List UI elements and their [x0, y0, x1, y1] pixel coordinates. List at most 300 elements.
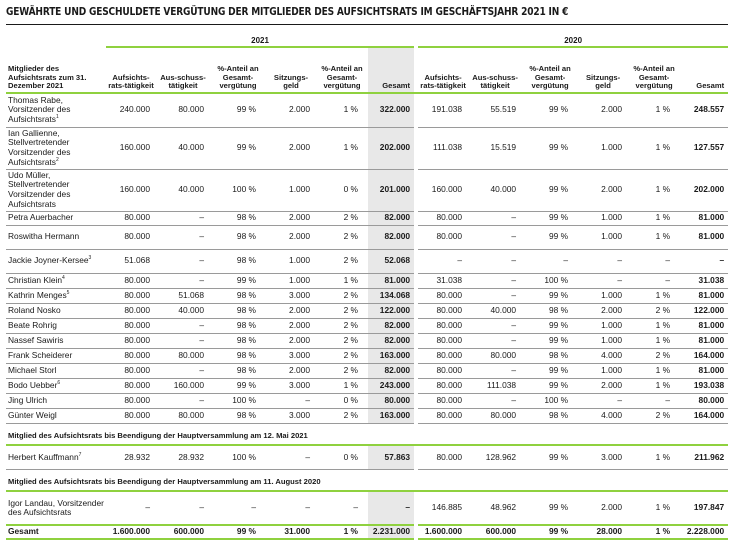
cell-2020-ausschuss: –	[468, 393, 522, 408]
cell-2020-gesamt: 81.000	[680, 318, 728, 333]
cell-2021-ausschuss: 40.000	[156, 169, 210, 211]
cell-2021-ausschuss: –	[156, 318, 210, 333]
cell-2021-anteil-fix: 99 %	[210, 273, 266, 288]
cell-2020-anteil-fix: 99 %	[522, 333, 578, 348]
cell-2020-gesamt: 2.228.000	[680, 525, 728, 539]
cell-2020-aufsichtsrat: 80.000	[418, 211, 468, 225]
cell-2021-anteil-var: 2 %	[316, 225, 368, 249]
cell-2021-anteil-var: 0 %	[316, 169, 368, 211]
table-row	[6, 249, 728, 273]
cell-2021-gesamt: 82.000	[368, 333, 414, 348]
cell-2020-anteil-var: 1 %	[628, 525, 680, 539]
cell-2020-sitzungsgeld: 3.000	[578, 445, 628, 469]
page-title: GEWÄHRTE UND GESCHULDETE VERGÜTUNG DER MITGLIEDER DES AUFSICHTSRATS IM GESCHÄFTSJAHR 2021 IN €	[6, 6, 569, 18]
cell-2021-anteil-fix: 98 %	[210, 249, 266, 273]
cell-2020-ausschuss: 15.519	[468, 127, 522, 169]
member-name	[6, 393, 106, 408]
member-name	[6, 333, 106, 348]
col-header-sitzungsgeld-2021: Sitzungs-geld	[266, 47, 316, 93]
cell-2020-anteil-var: 1 %	[628, 318, 680, 333]
cell-2020-sitzungsgeld: –	[578, 393, 628, 408]
cell-2020-ausschuss: 80.000	[468, 348, 522, 363]
cell-2020-sitzungsgeld: 1.000	[578, 127, 628, 169]
cell-2020-ausschuss: 40.000	[468, 169, 522, 211]
cell-2021-sitzungsgeld: 2.000	[266, 363, 316, 378]
member-name-text: Jackie Joyner-Kersee	[8, 255, 89, 266]
section-may-2021-label: Mitglied des Aufsichtsrats bis Beendigung der Hauptversammlung am 12. Mai 2021	[6, 423, 728, 445]
cell-2021-anteil-var: 0 %	[316, 393, 368, 408]
cell-2021-anteil-fix: 100 %	[210, 445, 266, 469]
table-row	[6, 273, 728, 288]
cell-2020-ausschuss: 48.962	[468, 491, 522, 525]
cell-2021-sitzungsgeld: 3.000	[266, 348, 316, 363]
cell-2021-ausschuss: 80.000	[156, 93, 210, 127]
cell-2021-anteil-var: 1 %	[316, 93, 368, 127]
cell-2020-aufsichtsrat: 146.885	[418, 491, 468, 525]
cell-2020-gesamt: 81.000	[680, 211, 728, 225]
cell-2021-anteil-fix: 99 %	[210, 93, 266, 127]
cell-2020-aufsichtsrat: 80.000	[418, 318, 468, 333]
cell-2021-aufsichtsrat: 1.600.000	[106, 525, 156, 539]
cell-2021-ausschuss: –	[156, 249, 210, 273]
cell-2020-anteil-var: 1 %	[628, 288, 680, 303]
cell-2020-sitzungsgeld: 1.000	[578, 225, 628, 249]
cell-2021-sitzungsgeld: 2.000	[266, 333, 316, 348]
cell-2021-anteil-fix: 98 %	[210, 408, 266, 423]
member-name-text: Jing Ulrich	[8, 394, 48, 405]
cell-2020-aufsichtsrat: 111.038	[418, 127, 468, 169]
cell-2020-ausschuss: –	[468, 273, 522, 288]
cell-2021-anteil-fix: 100 %	[210, 169, 266, 211]
cell-2020-anteil-var: 1 %	[628, 169, 680, 211]
cell-2020-gesamt: 248.557	[680, 93, 728, 127]
member-name	[6, 225, 106, 249]
cell-2020-ausschuss: –	[468, 288, 522, 303]
cell-2020-anteil-fix: 99 %	[522, 378, 578, 393]
member-name-text: Roland Nosko	[8, 304, 61, 315]
table-row	[6, 333, 728, 348]
cell-2020-ausschuss: 600.000	[468, 525, 522, 539]
col-header-ausschuss-2021: Aus-schuss-tätigkeit	[156, 47, 210, 93]
cell-2020-anteil-var: 1 %	[628, 211, 680, 225]
cell-2020-sitzungsgeld: 2.000	[578, 93, 628, 127]
cell-2020-aufsichtsrat: 80.000	[418, 333, 468, 348]
cell-2021-anteil-fix: 99 %	[210, 378, 266, 393]
col-header-anteil-fix-2020: %-Anteil an Gesamt-vergütung	[522, 47, 578, 93]
cell-2020-gesamt: 127.557	[680, 127, 728, 169]
cell-2020-sitzungsgeld: 2.000	[578, 491, 628, 525]
table-row	[6, 525, 728, 539]
cell-2020-gesamt: 197.847	[680, 491, 728, 525]
cell-2021-anteil-var: 2 %	[316, 363, 368, 378]
table-row	[6, 408, 728, 423]
footnote-marker: 1	[55, 114, 59, 121]
cell-2020-sitzungsgeld: 2.000	[578, 169, 628, 211]
cell-2021-sitzungsgeld: 3.000	[266, 378, 316, 393]
cell-2021-gesamt: 243.000	[368, 378, 414, 393]
cell-2021-sitzungsgeld: 2.000	[266, 318, 316, 333]
cell-2021-anteil-var: 2 %	[316, 408, 368, 423]
member-name	[6, 127, 106, 169]
cell-2020-ausschuss: –	[468, 249, 522, 273]
cell-2021-anteil-var: 2 %	[316, 348, 368, 363]
cell-2020-aufsichtsrat: 80.000	[418, 288, 468, 303]
member-name	[6, 445, 106, 469]
cell-2020-anteil-var: 1 %	[628, 363, 680, 378]
member-name-text: Kathrin Menges	[8, 289, 67, 300]
cell-2021-gesamt: 57.863	[368, 445, 414, 469]
cell-2021-anteil-var: 2 %	[316, 303, 368, 318]
col-header-anteil-var-2020: %-Anteil an Gesamt-vergütung	[628, 47, 680, 93]
footnote-marker: 5	[66, 289, 70, 296]
cell-2020-anteil-var: 1 %	[628, 445, 680, 469]
col-header-ausschuss-2020: Aus-schuss-tätigkeit	[468, 47, 522, 93]
cell-2021-ausschuss: –	[156, 491, 210, 525]
cell-2021-aufsichtsrat: 80.000	[106, 363, 156, 378]
cell-2021-anteil-fix: 98 %	[210, 303, 266, 318]
cell-2020-anteil-fix: 99 %	[522, 225, 578, 249]
cell-2020-anteil-var: 1 %	[628, 333, 680, 348]
cell-2020-aufsichtsrat: 191.038	[418, 93, 468, 127]
cell-2021-ausschuss: –	[156, 211, 210, 225]
cell-2021-gesamt: 122.000	[368, 303, 414, 318]
cell-2021-sitzungsgeld: 31.000	[266, 525, 316, 539]
member-name-text: Gesamt	[8, 526, 39, 537]
cell-2021-sitzungsgeld: 3.000	[266, 408, 316, 423]
member-name-text: Herbert Kauffmann	[8, 451, 79, 462]
cell-2021-gesamt: 82.000	[368, 225, 414, 249]
cell-2021-aufsichtsrat: 28.932	[106, 445, 156, 469]
cell-2020-ausschuss: –	[468, 211, 522, 225]
member-name	[6, 525, 106, 539]
cell-2020-ausschuss: –	[468, 363, 522, 378]
cell-2020-aufsichtsrat: –	[418, 249, 468, 273]
member-name	[6, 93, 106, 127]
cell-2021-sitzungsgeld: –	[266, 393, 316, 408]
col-header-aufsichtsrat-2020: Aufsichts-rats-tätigkeit	[418, 47, 468, 93]
cell-2020-anteil-fix: 99 %	[522, 169, 578, 211]
table-row	[6, 169, 728, 211]
cell-2021-gesamt: 163.000	[368, 408, 414, 423]
table-row	[6, 288, 728, 303]
cell-2021-ausschuss: –	[156, 225, 210, 249]
cell-2021-gesamt: 82.000	[368, 363, 414, 378]
year-header-row	[6, 34, 728, 47]
cell-2021-ausschuss: –	[156, 273, 210, 288]
cell-2020-sitzungsgeld: 1.000	[578, 288, 628, 303]
member-name-text: Frank Scheiderer	[8, 349, 73, 360]
cell-2020-aufsichtsrat: 80.000	[418, 378, 468, 393]
cell-2020-gesamt: 164.000	[680, 408, 728, 423]
cell-2021-aufsichtsrat: 51.068	[106, 249, 156, 273]
cell-2020-anteil-fix: –	[522, 249, 578, 273]
cell-2021-anteil-var: 2 %	[316, 211, 368, 225]
year-2020-header: 2020	[418, 34, 728, 47]
member-name	[6, 211, 106, 225]
cell-2021-anteil-fix: 98 %	[210, 363, 266, 378]
cell-2020-ausschuss: –	[468, 225, 522, 249]
cell-2021-gesamt: 82.000	[368, 318, 414, 333]
cell-2021-anteil-var: 1 %	[316, 273, 368, 288]
cell-2020-anteil-fix: 99 %	[522, 211, 578, 225]
cell-2020-sitzungsgeld: 4.000	[578, 348, 628, 363]
cell-2020-ausschuss: –	[468, 318, 522, 333]
cell-2021-sitzungsgeld: 2.000	[266, 211, 316, 225]
footnote-marker: 6	[57, 379, 61, 386]
section-may-2021	[6, 423, 728, 445]
cell-2021-sitzungsgeld: 2.000	[266, 303, 316, 318]
cell-2021-anteil-var: 2 %	[316, 249, 368, 273]
cell-2021-gesamt: 322.000	[368, 93, 414, 127]
cell-2021-gesamt: 134.068	[368, 288, 414, 303]
footnote-marker: 4	[62, 274, 65, 281]
cell-2021-anteil-fix: 98 %	[210, 348, 266, 363]
cell-2020-sitzungsgeld: 1.000	[578, 318, 628, 333]
compensation-table	[6, 34, 728, 540]
cell-2021-ausschuss: 40.000	[156, 303, 210, 318]
cell-2021-aufsichtsrat: 80.000	[106, 393, 156, 408]
cell-2020-gesamt: 80.000	[680, 393, 728, 408]
member-name	[6, 288, 106, 303]
col-header-gesamt-2021: Gesamt	[368, 47, 414, 93]
cell-2020-anteil-var: 2 %	[628, 408, 680, 423]
member-name	[6, 491, 106, 525]
cell-2020-aufsichtsrat: 80.000	[418, 363, 468, 378]
cell-2021-sitzungsgeld: –	[266, 491, 316, 525]
section-aug-2020-label: Mitglied des Aufsichtsrats bis Beendigung der Hauptversammlung am 11. August 2020	[6, 469, 728, 491]
table-row	[6, 393, 728, 408]
cell-2020-anteil-fix: 99 %	[522, 525, 578, 539]
cell-2020-anteil-fix: 99 %	[522, 491, 578, 525]
col-header-anteil-var-2021: %-Anteil an Gesamt-vergütung	[316, 47, 368, 93]
cell-2021-ausschuss: –	[156, 363, 210, 378]
cell-2020-anteil-var: 1 %	[628, 491, 680, 525]
cell-2020-aufsichtsrat: 31.038	[418, 273, 468, 288]
member-name-text: Bodo Uebber	[8, 379, 58, 390]
cell-2020-ausschuss: –	[468, 333, 522, 348]
cell-2021-aufsichtsrat: 80.000	[106, 378, 156, 393]
member-name	[6, 408, 106, 423]
member-column-header: Mitglieder des Aufsichtsrats zum 31. Dezember 2021	[6, 47, 106, 93]
table-row	[6, 378, 728, 393]
column-header-row	[6, 47, 728, 93]
cell-2020-ausschuss: 55.519	[468, 93, 522, 127]
cell-2020-anteil-fix: 99 %	[522, 445, 578, 469]
cell-2020-gesamt: 193.038	[680, 378, 728, 393]
cell-2020-anteil-fix: 100 %	[522, 393, 578, 408]
cell-2020-anteil-fix: 99 %	[522, 93, 578, 127]
cell-2021-aufsichtsrat: 80.000	[106, 348, 156, 363]
title-rule	[6, 24, 728, 25]
table-row	[6, 363, 728, 378]
cell-2020-gesamt: 31.038	[680, 273, 728, 288]
cell-2020-anteil-var: 1 %	[628, 127, 680, 169]
cell-2021-ausschuss: 80.000	[156, 348, 210, 363]
cell-2020-ausschuss: 128.962	[468, 445, 522, 469]
cell-2021-anteil-var: 2 %	[316, 333, 368, 348]
cell-2021-sitzungsgeld: 1.000	[266, 249, 316, 273]
cell-2021-sitzungsgeld: 2.000	[266, 225, 316, 249]
cell-2020-anteil-var: 1 %	[628, 378, 680, 393]
member-name	[6, 273, 106, 288]
cell-2021-sitzungsgeld: 3.000	[266, 288, 316, 303]
cell-2020-gesamt: 81.000	[680, 225, 728, 249]
table-row	[6, 348, 728, 363]
table-row	[6, 303, 728, 318]
cell-2021-anteil-var: 2 %	[316, 288, 368, 303]
cell-2020-anteil-var: 2 %	[628, 348, 680, 363]
cell-2020-aufsichtsrat: 80.000	[418, 393, 468, 408]
cell-2020-anteil-fix: 99 %	[522, 288, 578, 303]
cell-2020-sitzungsgeld: 2.000	[578, 378, 628, 393]
cell-2020-aufsichtsrat: 80.000	[418, 348, 468, 363]
cell-2021-aufsichtsrat: 160.000	[106, 127, 156, 169]
table-row	[6, 211, 728, 225]
cell-2021-gesamt: 81.000	[368, 273, 414, 288]
member-name-text: Thomas Rabe, Vorsitzender des Aufsichtsrats	[8, 94, 71, 125]
cell-2021-ausschuss: 40.000	[156, 127, 210, 169]
cell-2021-ausschuss: 80.000	[156, 408, 210, 423]
member-name-text: Petra Auerbacher	[8, 212, 74, 223]
footnote-marker: 3	[88, 255, 92, 262]
cell-2021-anteil-fix: –	[210, 491, 266, 525]
member-name	[6, 363, 106, 378]
cell-2021-aufsichtsrat: 240.000	[106, 93, 156, 127]
member-name-text: Igor Landau, Vorsitzender des Aufsichtsrats	[8, 497, 104, 518]
member-name	[6, 378, 106, 393]
cell-2021-aufsichtsrat: –	[106, 491, 156, 525]
cell-2021-anteil-fix: 98 %	[210, 211, 266, 225]
cell-2021-aufsichtsrat: 80.000	[106, 288, 156, 303]
cell-2020-aufsichtsrat: 160.000	[418, 169, 468, 211]
table-row	[6, 225, 728, 249]
member-name-text: Nassef Sawiris	[8, 334, 64, 345]
member-name-text: Ian Gallienne, Stellvertretender Vorsitzender des Aufsichtsrats	[8, 127, 71, 167]
cell-2021-sitzungsgeld: 1.000	[266, 273, 316, 288]
cell-2020-anteil-fix: 98 %	[522, 408, 578, 423]
table-row	[6, 93, 728, 127]
cell-2020-aufsichtsrat: 80.000	[418, 408, 468, 423]
cell-2021-anteil-fix: 100 %	[210, 393, 266, 408]
cell-2020-gesamt: 81.000	[680, 333, 728, 348]
cell-2020-ausschuss: 40.000	[468, 303, 522, 318]
cell-2021-gesamt: 52.068	[368, 249, 414, 273]
cell-2021-gesamt: 201.000	[368, 169, 414, 211]
table-row	[6, 127, 728, 169]
cell-2020-anteil-var: 1 %	[628, 93, 680, 127]
cell-2021-gesamt: 202.000	[368, 127, 414, 169]
cell-2020-anteil-fix: 99 %	[522, 363, 578, 378]
cell-2021-anteil-var: 1 %	[316, 127, 368, 169]
cell-2021-aufsichtsrat: 80.000	[106, 408, 156, 423]
cell-2020-sitzungsgeld: 4.000	[578, 408, 628, 423]
cell-2020-anteil-var: –	[628, 273, 680, 288]
cell-2021-anteil-fix: 98 %	[210, 288, 266, 303]
table-row	[6, 445, 728, 469]
cell-2021-anteil-fix: 98 %	[210, 225, 266, 249]
table-row	[6, 491, 728, 525]
cell-2020-anteil-fix: 99 %	[522, 318, 578, 333]
member-name-text: Michael Storl	[8, 364, 57, 375]
cell-2020-aufsichtsrat: 80.000	[418, 225, 468, 249]
cell-2021-anteil-var: 1 %	[316, 525, 368, 539]
member-name-text: Beate Rohrig	[8, 319, 57, 330]
cell-2021-ausschuss: –	[156, 393, 210, 408]
cell-2020-gesamt: 211.962	[680, 445, 728, 469]
cell-2020-sitzungsgeld: 1.000	[578, 363, 628, 378]
cell-2020-anteil-fix: 98 %	[522, 348, 578, 363]
cell-2021-sitzungsgeld: 2.000	[266, 127, 316, 169]
cell-2021-anteil-var: 1 %	[316, 378, 368, 393]
member-name-text: Günter Weigl	[8, 409, 57, 420]
cell-2020-aufsichtsrat: 80.000	[418, 303, 468, 318]
cell-2021-anteil-fix: 99 %	[210, 127, 266, 169]
cell-2020-anteil-fix: 98 %	[522, 303, 578, 318]
cell-2021-aufsichtsrat: 160.000	[106, 169, 156, 211]
col-header-sitzungsgeld-2020: Sitzungs-geld	[578, 47, 628, 93]
cell-2020-anteil-fix: 99 %	[522, 127, 578, 169]
cell-2021-anteil-fix: 98 %	[210, 333, 266, 348]
cell-2021-anteil-var: –	[316, 491, 368, 525]
cell-2020-gesamt: 81.000	[680, 288, 728, 303]
cell-2021-sitzungsgeld: 2.000	[266, 93, 316, 127]
col-header-aufsichtsrat-2021: Aufsichts-rats-tätigkeit	[106, 47, 156, 93]
col-header-anteil-fix-2021: %-Anteil an Gesamt-vergütung	[210, 47, 266, 93]
footnote-marker: 7	[78, 451, 82, 458]
footnote-marker: 2	[55, 156, 59, 163]
table-body	[6, 93, 728, 539]
cell-2021-gesamt: 82.000	[368, 211, 414, 225]
member-name	[6, 318, 106, 333]
year-2021-header: 2021	[106, 34, 414, 47]
cell-2021-aufsichtsrat: 80.000	[106, 225, 156, 249]
cell-2020-anteil-var: –	[628, 249, 680, 273]
cell-2021-ausschuss: 51.068	[156, 288, 210, 303]
cell-2020-anteil-var: 2 %	[628, 303, 680, 318]
cell-2020-sitzungsgeld: –	[578, 249, 628, 273]
member-name-text: Christian Klein	[8, 274, 62, 285]
cell-2021-sitzungsgeld: 1.000	[266, 169, 316, 211]
member-name	[6, 348, 106, 363]
cell-2020-anteil-fix: 100 %	[522, 273, 578, 288]
cell-2020-gesamt: 164.000	[680, 348, 728, 363]
cell-2021-aufsichtsrat: 80.000	[106, 211, 156, 225]
cell-2021-ausschuss: –	[156, 333, 210, 348]
cell-2021-ausschuss: 28.932	[156, 445, 210, 469]
cell-2020-gesamt: 202.000	[680, 169, 728, 211]
cell-2020-gesamt: 81.000	[680, 363, 728, 378]
cell-2021-anteil-fix: 98 %	[210, 318, 266, 333]
member-name	[6, 169, 106, 211]
cell-2020-anteil-var: 1 %	[628, 225, 680, 249]
cell-2020-anteil-var: –	[628, 393, 680, 408]
member-name-text: Roswitha Hermann	[8, 231, 80, 242]
cell-2020-gesamt: –	[680, 249, 728, 273]
cell-2021-aufsichtsrat: 80.000	[106, 333, 156, 348]
cell-2021-gesamt: 80.000	[368, 393, 414, 408]
member-name	[6, 249, 106, 273]
cell-2020-ausschuss: 111.038	[468, 378, 522, 393]
cell-2020-sitzungsgeld: –	[578, 273, 628, 288]
cell-2020-sitzungsgeld: 1.000	[578, 333, 628, 348]
cell-2020-ausschuss: 80.000	[468, 408, 522, 423]
cell-2021-gesamt: 163.000	[368, 348, 414, 363]
cell-2021-ausschuss: 160.000	[156, 378, 210, 393]
member-name	[6, 303, 106, 318]
cell-2020-sitzungsgeld: 2.000	[578, 303, 628, 318]
cell-2021-ausschuss: 600.000	[156, 525, 210, 539]
cell-2021-aufsichtsrat: 80.000	[106, 273, 156, 288]
